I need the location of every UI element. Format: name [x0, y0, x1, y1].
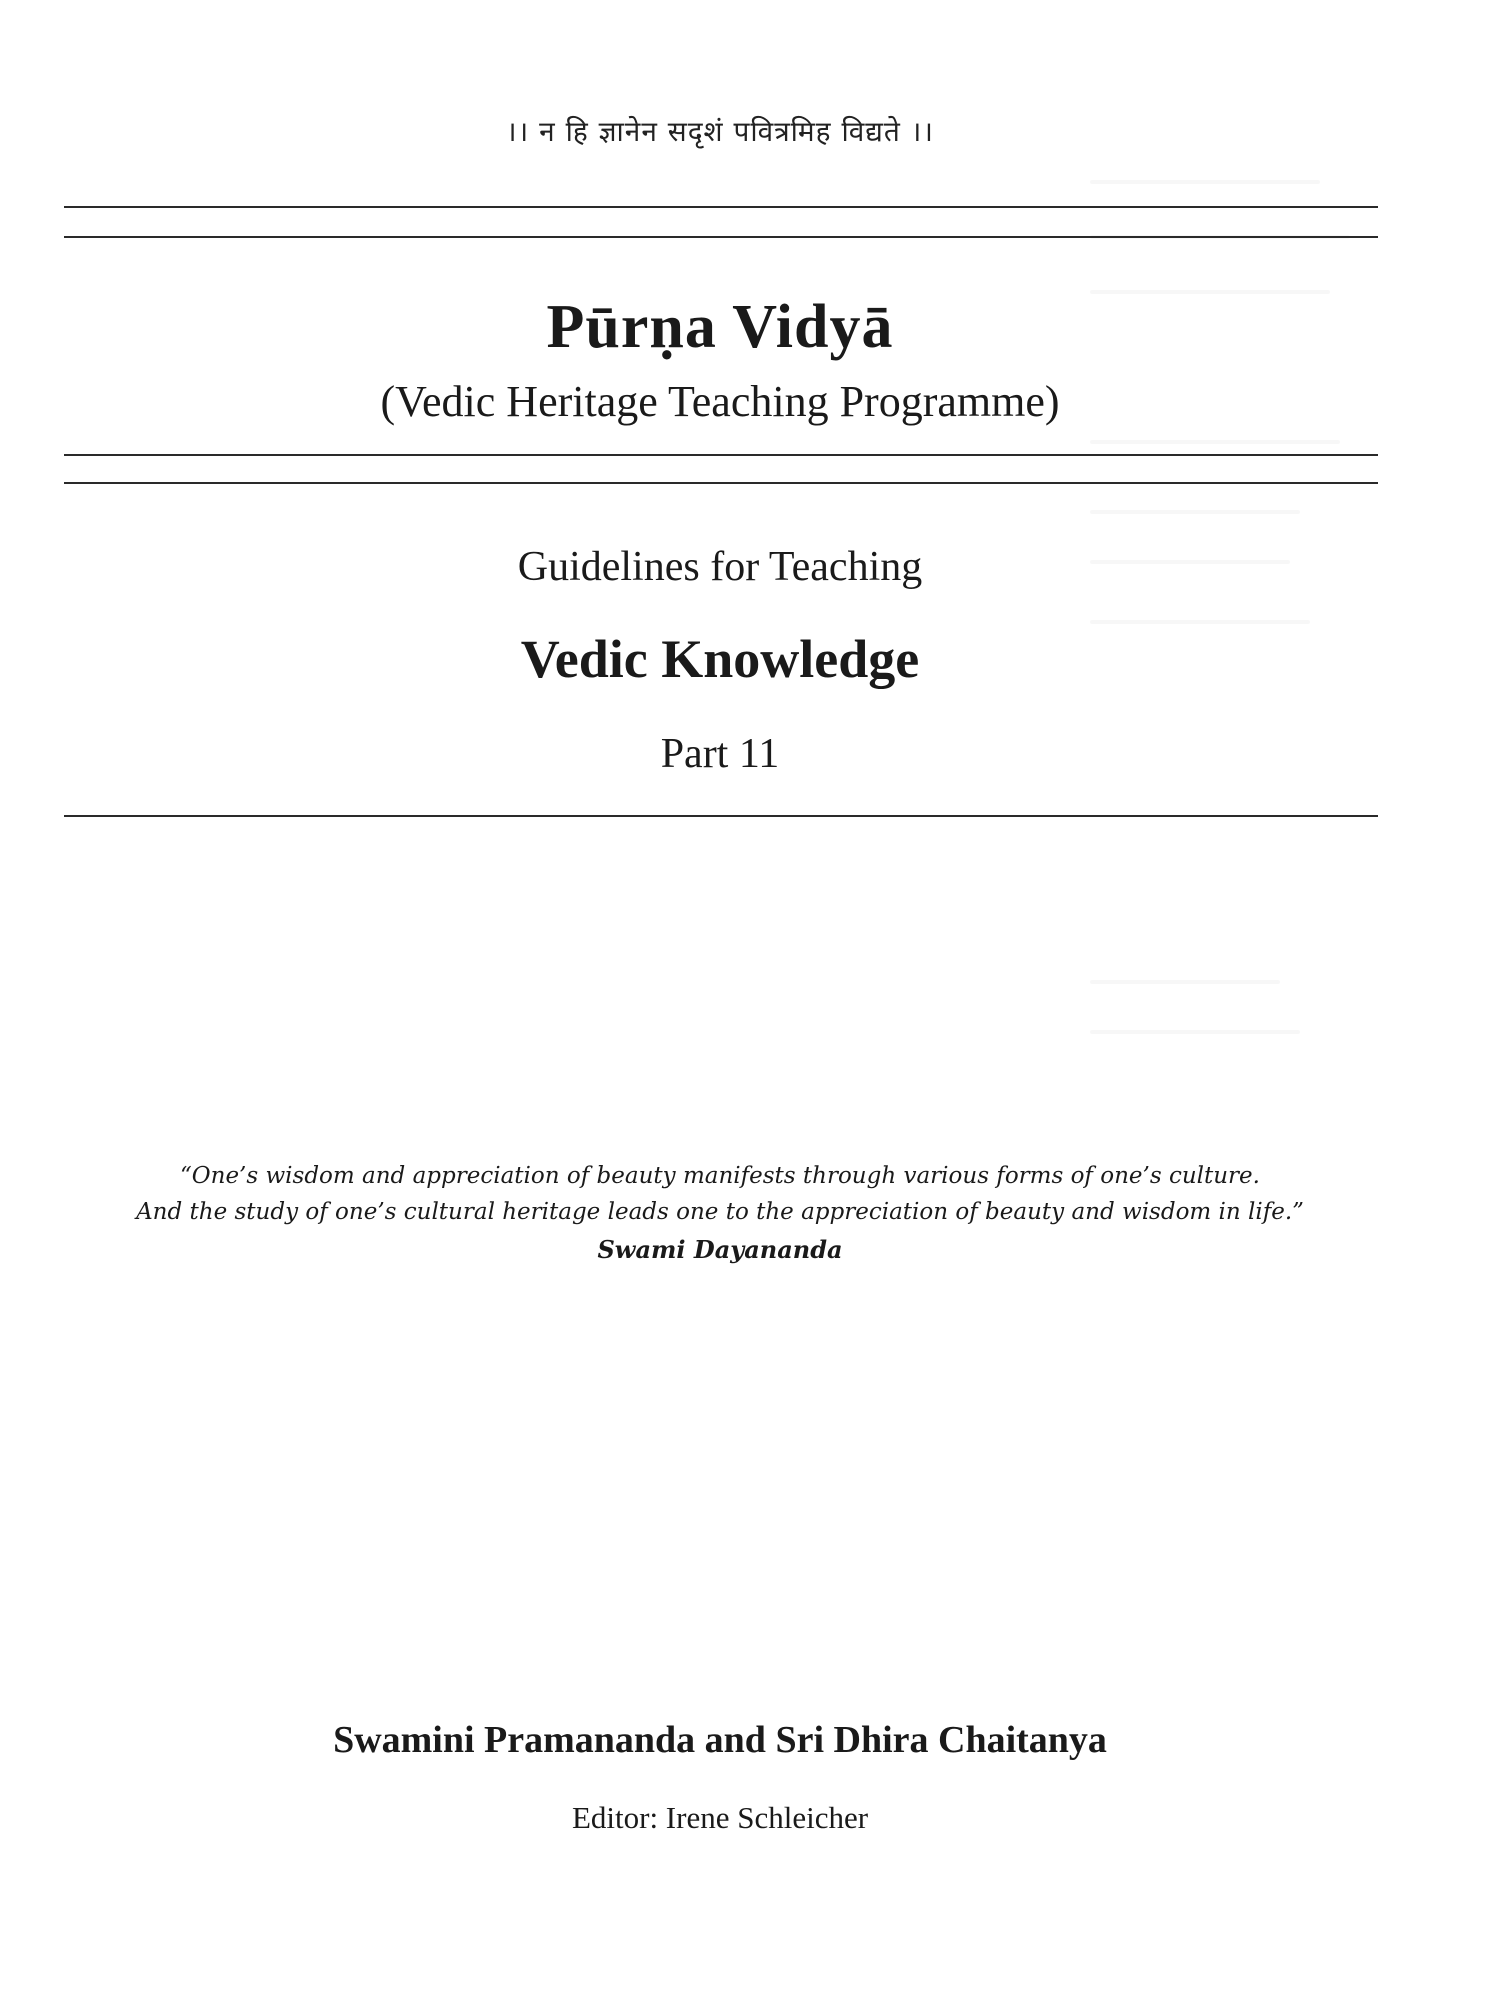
divider — [64, 482, 1378, 484]
bleed-through-mark — [1090, 180, 1320, 184]
divider — [64, 236, 1378, 238]
bleed-through-mark — [1090, 980, 1280, 984]
bleed-through-mark — [1090, 620, 1310, 624]
quote-line-2: And the study of one’s cultural heritage leads one to the appreciation of beauty and wisdom in life.” — [136, 1199, 1304, 1225]
divider — [64, 454, 1378, 456]
guidelines-heading: Guidelines for Teaching — [517, 544, 923, 590]
bleed-through-mark — [1090, 510, 1300, 514]
book-title: Pūrṇa Vidyā — [546, 293, 894, 361]
bleed-through-mark — [1090, 440, 1340, 444]
quote-line-1: “One’s wisdom and appreciation of beauty manifests through various forms of one’s culture. — [180, 1163, 1260, 1189]
part-number: Part 11 — [660, 731, 780, 777]
authors: Swamini Pramananda and Sri Dhira Chaitanya — [333, 1719, 1107, 1761]
divider — [64, 206, 1378, 208]
sanskrit-verse: ।। न हि ज्ञानेन सदृशं पवित्रमिह विद्यते ।। — [506, 115, 934, 148]
quote-attribution: Swami Dayananda — [597, 1235, 843, 1264]
editor: Editor: Irene Schleicher — [571, 1800, 869, 1835]
subject-heading: Vedic Knowledge — [520, 629, 920, 689]
bleed-through-mark — [1090, 1030, 1300, 1034]
divider — [64, 815, 1378, 817]
book-subtitle: (Vedic Heritage Teaching Programme) — [380, 377, 1060, 426]
